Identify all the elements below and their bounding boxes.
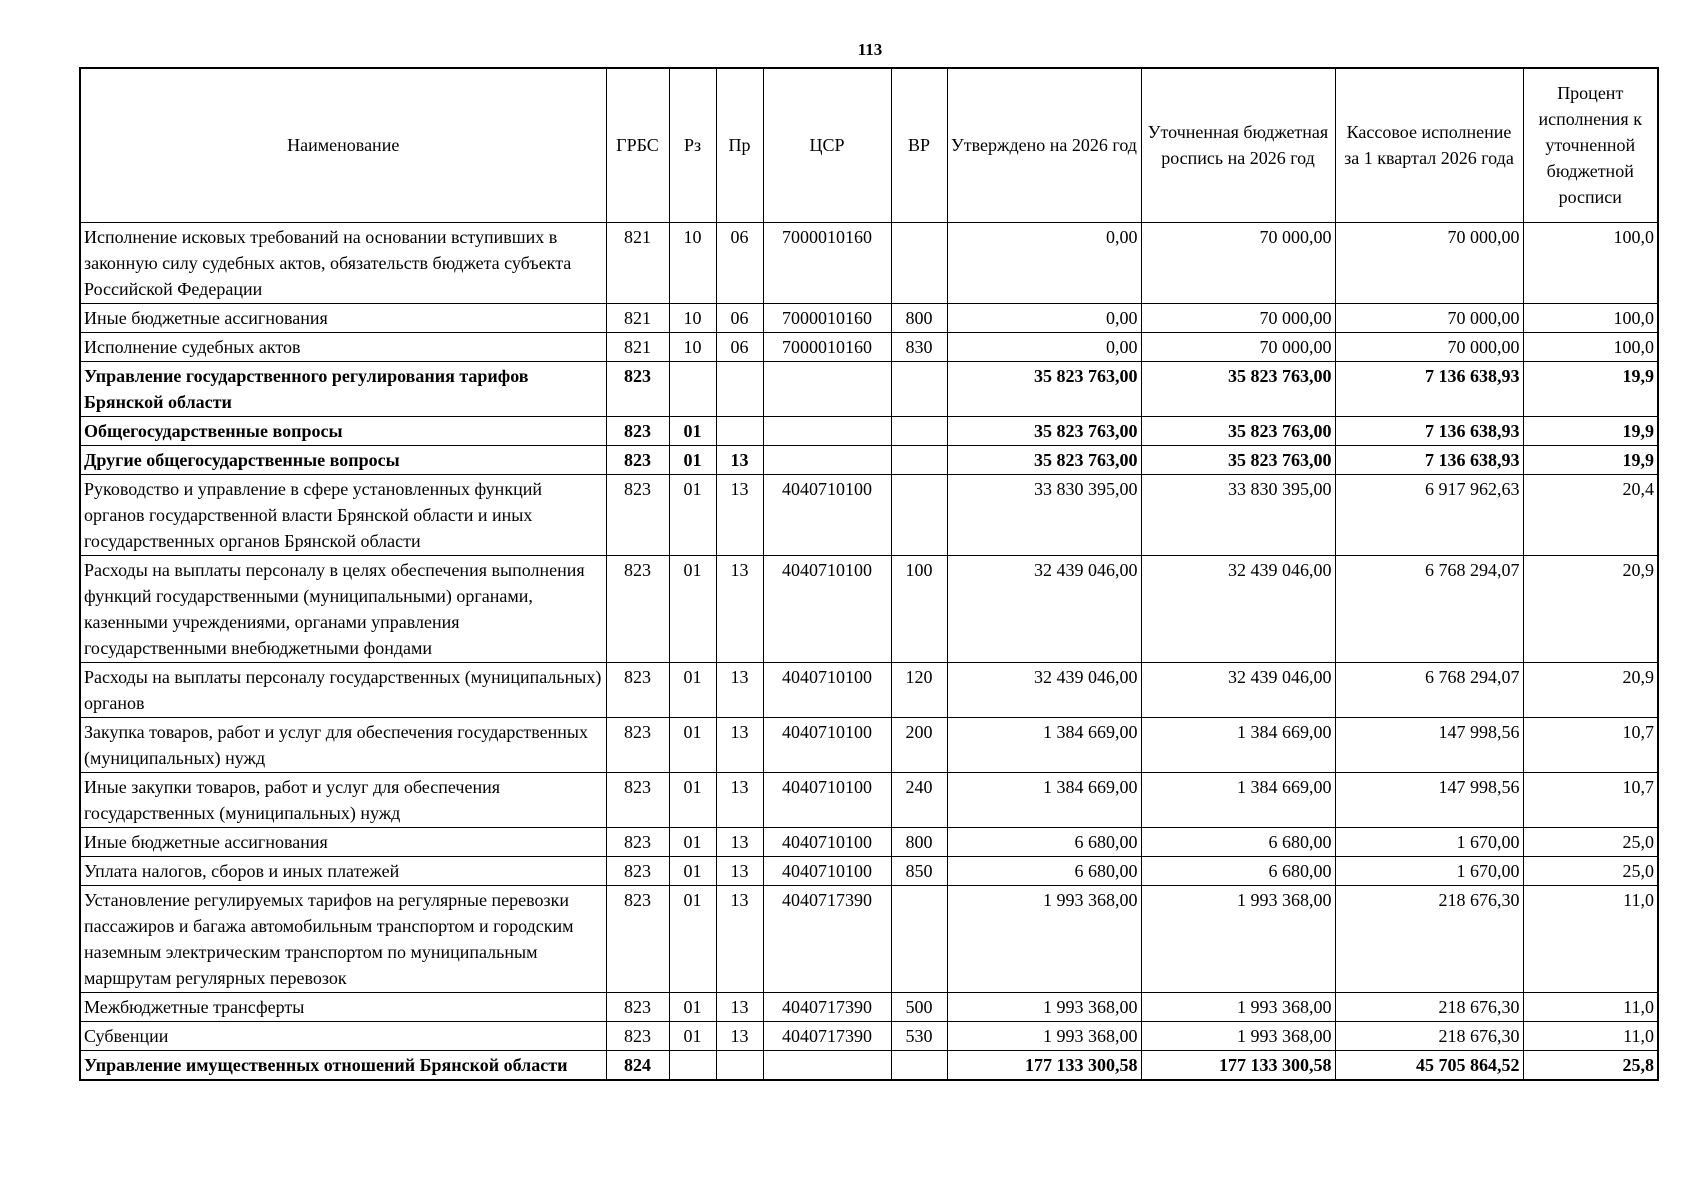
cell-refined: 177 133 300,58 bbox=[1141, 1050, 1335, 1080]
cell-grbs: 823 bbox=[606, 662, 669, 717]
cell-vr: 500 bbox=[891, 992, 947, 1021]
cell-vr bbox=[891, 474, 947, 555]
cell-vr: 100 bbox=[891, 555, 947, 662]
cell-csr: 4040710100 bbox=[763, 827, 891, 856]
cell-grbs: 823 bbox=[606, 827, 669, 856]
cell-grbs: 821 bbox=[606, 222, 669, 303]
table-row bbox=[80, 222, 1658, 303]
table-row bbox=[80, 361, 1658, 416]
cell-rz bbox=[669, 361, 716, 416]
cell-pr: 13 bbox=[716, 474, 763, 555]
cell-refined: 33 830 395,00 bbox=[1141, 474, 1335, 555]
cell-refined: 1 993 368,00 bbox=[1141, 992, 1335, 1021]
cell-name: Исполнение исковых требований на основании вступивших в законную силу судебных актов, обязательств бюджета субъекта Российской Федерации bbox=[80, 222, 606, 303]
cell-grbs: 823 bbox=[606, 992, 669, 1021]
cell-percent: 19,9 bbox=[1523, 361, 1658, 416]
cell-grbs: 823 bbox=[606, 361, 669, 416]
cell-pr: 06 bbox=[716, 222, 763, 303]
cell-executed: 7 136 638,93 bbox=[1335, 361, 1523, 416]
cell-pr: 06 bbox=[716, 332, 763, 361]
table-row bbox=[80, 1021, 1658, 1050]
column-header-csr: ЦСР bbox=[763, 68, 891, 222]
cell-name: Межбюджетные трансферты bbox=[80, 992, 606, 1021]
cell-rz: 10 bbox=[669, 222, 716, 303]
cell-percent: 25,0 bbox=[1523, 827, 1658, 856]
cell-csr: 7000010160 bbox=[763, 332, 891, 361]
cell-csr bbox=[763, 445, 891, 474]
cell-vr: 240 bbox=[891, 772, 947, 827]
cell-rz: 01 bbox=[669, 555, 716, 662]
cell-vr: 200 bbox=[891, 717, 947, 772]
cell-refined: 6 680,00 bbox=[1141, 827, 1335, 856]
cell-csr bbox=[763, 1050, 891, 1080]
column-header-percent: Процент исполнения к уточненной бюджетной росписи bbox=[1523, 68, 1658, 222]
cell-rz: 01 bbox=[669, 662, 716, 717]
cell-executed: 1 670,00 bbox=[1335, 827, 1523, 856]
cell-grbs: 823 bbox=[606, 717, 669, 772]
column-header-approved: Утверждено на 2026 год bbox=[947, 68, 1141, 222]
cell-csr: 4040710100 bbox=[763, 717, 891, 772]
cell-name: Управление имущественных отношений Брянской области bbox=[80, 1050, 606, 1080]
cell-rz: 01 bbox=[669, 827, 716, 856]
cell-rz: 01 bbox=[669, 1021, 716, 1050]
table-row bbox=[80, 772, 1658, 827]
cell-csr: 4040710100 bbox=[763, 662, 891, 717]
cell-executed: 6 917 962,63 bbox=[1335, 474, 1523, 555]
cell-executed: 1 670,00 bbox=[1335, 856, 1523, 885]
cell-rz: 01 bbox=[669, 445, 716, 474]
cell-rz: 01 bbox=[669, 416, 716, 445]
cell-refined: 32 439 046,00 bbox=[1141, 662, 1335, 717]
cell-refined: 1 993 368,00 bbox=[1141, 885, 1335, 992]
cell-percent: 10,7 bbox=[1523, 717, 1658, 772]
cell-grbs: 823 bbox=[606, 856, 669, 885]
table-row bbox=[80, 662, 1658, 717]
cell-approved: 32 439 046,00 bbox=[947, 662, 1141, 717]
cell-percent: 25,0 bbox=[1523, 856, 1658, 885]
cell-name: Исполнение судебных актов bbox=[80, 332, 606, 361]
cell-pr: 13 bbox=[716, 885, 763, 992]
cell-percent: 25,8 bbox=[1523, 1050, 1658, 1080]
budget-execution-table bbox=[79, 67, 1659, 1081]
cell-pr bbox=[716, 416, 763, 445]
cell-vr: 850 bbox=[891, 856, 947, 885]
cell-name: Субвенции bbox=[80, 1021, 606, 1050]
cell-approved: 35 823 763,00 bbox=[947, 416, 1141, 445]
table-row bbox=[80, 332, 1658, 361]
cell-vr bbox=[891, 445, 947, 474]
cell-name: Уплата налогов, сборов и иных платежей bbox=[80, 856, 606, 885]
cell-vr bbox=[891, 885, 947, 992]
table-row bbox=[80, 474, 1658, 555]
cell-approved: 35 823 763,00 bbox=[947, 445, 1141, 474]
cell-vr: 830 bbox=[891, 332, 947, 361]
cell-refined: 1 384 669,00 bbox=[1141, 717, 1335, 772]
cell-approved: 6 680,00 bbox=[947, 827, 1141, 856]
cell-vr bbox=[891, 361, 947, 416]
cell-grbs: 823 bbox=[606, 445, 669, 474]
cell-rz: 01 bbox=[669, 856, 716, 885]
cell-vr bbox=[891, 416, 947, 445]
cell-name: Иные бюджетные ассигнования bbox=[80, 303, 606, 332]
column-header-pr: Пр bbox=[716, 68, 763, 222]
cell-csr: 4040717390 bbox=[763, 885, 891, 992]
cell-rz: 01 bbox=[669, 772, 716, 827]
cell-refined: 70 000,00 bbox=[1141, 222, 1335, 303]
cell-csr: 4040710100 bbox=[763, 474, 891, 555]
cell-name: Иные закупки товаров, работ и услуг для обеспечения государственных (муниципальных) нужд bbox=[80, 772, 606, 827]
cell-refined: 35 823 763,00 bbox=[1141, 416, 1335, 445]
cell-refined: 1 384 669,00 bbox=[1141, 772, 1335, 827]
cell-pr: 13 bbox=[716, 445, 763, 474]
cell-vr: 120 bbox=[891, 662, 947, 717]
cell-rz: 10 bbox=[669, 303, 716, 332]
table-row bbox=[80, 1050, 1658, 1080]
table-row bbox=[80, 416, 1658, 445]
cell-refined: 6 680,00 bbox=[1141, 856, 1335, 885]
cell-grbs: 823 bbox=[606, 772, 669, 827]
cell-pr: 13 bbox=[716, 827, 763, 856]
table-row bbox=[80, 885, 1658, 992]
cell-grbs: 821 bbox=[606, 303, 669, 332]
cell-rz: 01 bbox=[669, 885, 716, 992]
cell-percent: 19,9 bbox=[1523, 416, 1658, 445]
cell-approved: 33 830 395,00 bbox=[947, 474, 1141, 555]
cell-rz bbox=[669, 1050, 716, 1080]
cell-percent: 11,0 bbox=[1523, 1021, 1658, 1050]
cell-name: Расходы на выплаты персоналу государственных (муниципальных) органов bbox=[80, 662, 606, 717]
cell-refined: 35 823 763,00 bbox=[1141, 445, 1335, 474]
cell-csr bbox=[763, 416, 891, 445]
cell-percent: 20,9 bbox=[1523, 555, 1658, 662]
cell-grbs: 823 bbox=[606, 885, 669, 992]
column-header-executed: Кассовое исполнение за 1 квартал 2026 года bbox=[1335, 68, 1523, 222]
cell-approved: 0,00 bbox=[947, 222, 1141, 303]
cell-name: Закупка товаров, работ и услуг для обеспечения государственных (муниципальных) нужд bbox=[80, 717, 606, 772]
cell-csr: 7000010160 bbox=[763, 222, 891, 303]
cell-approved: 1 384 669,00 bbox=[947, 772, 1141, 827]
cell-csr: 4040710100 bbox=[763, 555, 891, 662]
cell-pr: 13 bbox=[716, 662, 763, 717]
cell-approved: 177 133 300,58 bbox=[947, 1050, 1141, 1080]
cell-pr: 13 bbox=[716, 555, 763, 662]
cell-csr: 7000010160 bbox=[763, 303, 891, 332]
table-row bbox=[80, 827, 1658, 856]
cell-vr bbox=[891, 1050, 947, 1080]
cell-executed: 6 768 294,07 bbox=[1335, 662, 1523, 717]
cell-executed: 70 000,00 bbox=[1335, 303, 1523, 332]
cell-csr: 4040717390 bbox=[763, 1021, 891, 1050]
table-header-row bbox=[80, 68, 1658, 222]
table-row bbox=[80, 992, 1658, 1021]
cell-name: Руководство и управление в сфере установленных функций органов государственной власти Брянской области и иных государственных органов Брянской области bbox=[80, 474, 606, 555]
cell-refined: 70 000,00 bbox=[1141, 332, 1335, 361]
cell-pr: 06 bbox=[716, 303, 763, 332]
cell-pr: 13 bbox=[716, 1021, 763, 1050]
cell-pr: 13 bbox=[716, 856, 763, 885]
cell-approved: 1 384 669,00 bbox=[947, 717, 1141, 772]
cell-executed: 6 768 294,07 bbox=[1335, 555, 1523, 662]
column-header-grbs: ГРБС bbox=[606, 68, 669, 222]
cell-name: Другие общегосударственные вопросы bbox=[80, 445, 606, 474]
cell-refined: 1 993 368,00 bbox=[1141, 1021, 1335, 1050]
column-header-refined: Уточненная бюджетная роспись на 2026 год bbox=[1141, 68, 1335, 222]
cell-executed: 45 705 864,52 bbox=[1335, 1050, 1523, 1080]
cell-name: Управление государственного регулирования тарифов Брянской области bbox=[80, 361, 606, 416]
cell-executed: 70 000,00 bbox=[1335, 332, 1523, 361]
column-header-name: Наименование bbox=[80, 68, 606, 222]
cell-executed: 147 998,56 bbox=[1335, 772, 1523, 827]
column-header-rz: Рз bbox=[669, 68, 716, 222]
cell-percent: 100,0 bbox=[1523, 332, 1658, 361]
cell-approved: 1 993 368,00 bbox=[947, 885, 1141, 992]
cell-percent: 11,0 bbox=[1523, 885, 1658, 992]
cell-vr: 800 bbox=[891, 303, 947, 332]
cell-percent: 100,0 bbox=[1523, 222, 1658, 303]
cell-percent: 20,9 bbox=[1523, 662, 1658, 717]
cell-grbs: 823 bbox=[606, 474, 669, 555]
table-row bbox=[80, 445, 1658, 474]
table-row bbox=[80, 717, 1658, 772]
cell-approved: 0,00 bbox=[947, 332, 1141, 361]
column-header-vr: ВР bbox=[891, 68, 947, 222]
cell-approved: 6 680,00 bbox=[947, 856, 1141, 885]
cell-vr bbox=[891, 222, 947, 303]
cell-vr: 800 bbox=[891, 827, 947, 856]
cell-name: Расходы на выплаты персоналу в целях обеспечения выполнения функций государственными (муниципальными) органами, казенными учреждениями, органами управления государственными внебюджетными фондами bbox=[80, 555, 606, 662]
cell-pr: 13 bbox=[716, 772, 763, 827]
cell-rz: 01 bbox=[669, 992, 716, 1021]
cell-executed: 218 676,30 bbox=[1335, 885, 1523, 992]
cell-percent: 20,4 bbox=[1523, 474, 1658, 555]
cell-name: Иные бюджетные ассигнования bbox=[80, 827, 606, 856]
cell-refined: 70 000,00 bbox=[1141, 303, 1335, 332]
cell-name: Общегосударственные вопросы bbox=[80, 416, 606, 445]
cell-grbs: 823 bbox=[606, 555, 669, 662]
cell-csr: 4040717390 bbox=[763, 992, 891, 1021]
cell-approved: 1 993 368,00 bbox=[947, 992, 1141, 1021]
cell-percent: 10,7 bbox=[1523, 772, 1658, 827]
cell-pr: 13 bbox=[716, 717, 763, 772]
table-row bbox=[80, 303, 1658, 332]
cell-percent: 11,0 bbox=[1523, 992, 1658, 1021]
cell-refined: 35 823 763,00 bbox=[1141, 361, 1335, 416]
cell-csr: 4040710100 bbox=[763, 856, 891, 885]
cell-executed: 7 136 638,93 bbox=[1335, 416, 1523, 445]
cell-approved: 32 439 046,00 bbox=[947, 555, 1141, 662]
cell-percent: 19,9 bbox=[1523, 445, 1658, 474]
cell-executed: 70 000,00 bbox=[1335, 222, 1523, 303]
cell-rz: 10 bbox=[669, 332, 716, 361]
cell-approved: 0,00 bbox=[947, 303, 1141, 332]
cell-percent: 100,0 bbox=[1523, 303, 1658, 332]
cell-grbs: 824 bbox=[606, 1050, 669, 1080]
cell-pr bbox=[716, 361, 763, 416]
cell-executed: 218 676,30 bbox=[1335, 1021, 1523, 1050]
cell-name: Установление регулируемых тарифов на регулярные перевозки пассажиров и багажа автомобильным транспортом и городским наземным электрическим транспортом по муниципальным маршрутам регулярных перевозок bbox=[80, 885, 606, 992]
cell-pr bbox=[716, 1050, 763, 1080]
cell-grbs: 821 bbox=[606, 332, 669, 361]
cell-refined: 32 439 046,00 bbox=[1141, 555, 1335, 662]
cell-grbs: 823 bbox=[606, 416, 669, 445]
cell-executed: 7 136 638,93 bbox=[1335, 445, 1523, 474]
table-row bbox=[80, 555, 1658, 662]
cell-approved: 35 823 763,00 bbox=[947, 361, 1141, 416]
cell-rz: 01 bbox=[669, 474, 716, 555]
cell-pr: 13 bbox=[716, 992, 763, 1021]
cell-approved: 1 993 368,00 bbox=[947, 1021, 1141, 1050]
cell-executed: 147 998,56 bbox=[1335, 717, 1523, 772]
cell-executed: 218 676,30 bbox=[1335, 992, 1523, 1021]
cell-csr bbox=[763, 361, 891, 416]
cell-csr: 4040710100 bbox=[763, 772, 891, 827]
cell-vr: 530 bbox=[891, 1021, 947, 1050]
page-number: 113 bbox=[857, 40, 883, 59]
cell-grbs: 823 bbox=[606, 1021, 669, 1050]
table-row bbox=[80, 856, 1658, 885]
cell-rz: 01 bbox=[669, 717, 716, 772]
